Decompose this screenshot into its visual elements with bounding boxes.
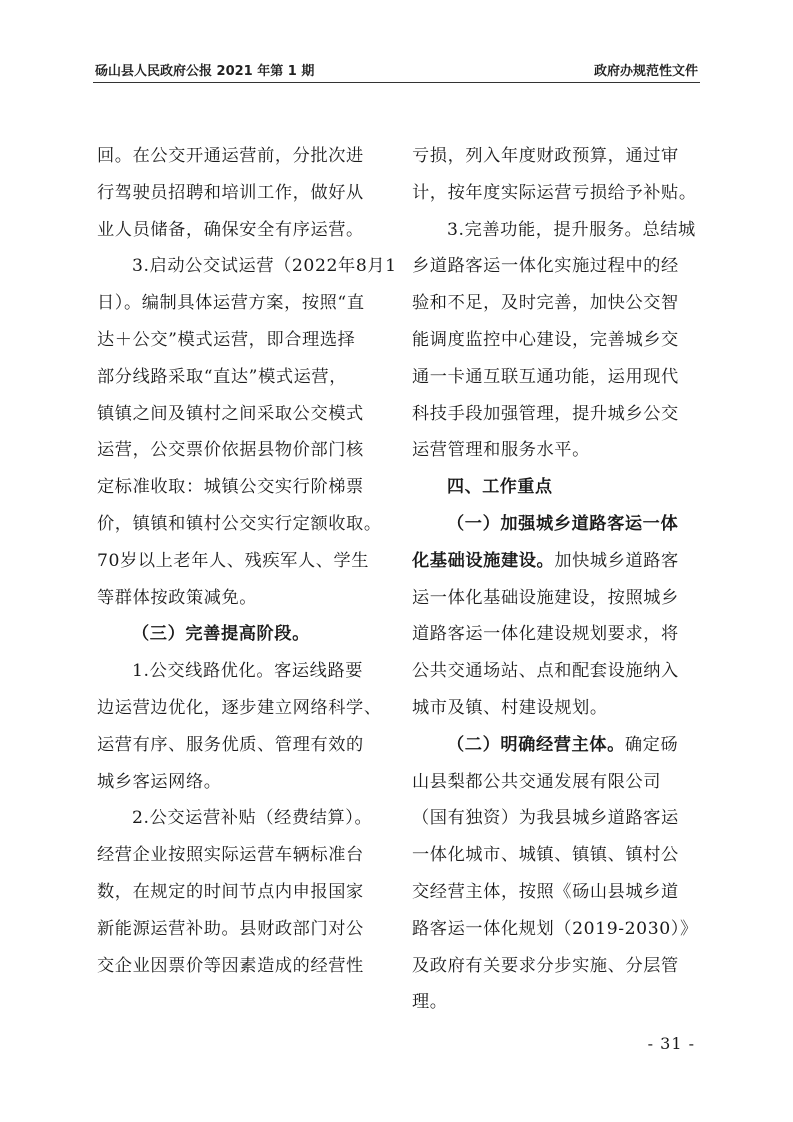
page-number: - 31 -	[647, 1034, 695, 1053]
text-span: 加快城乡道路客	[554, 550, 679, 571]
text-line: 道路客运一体化建设规划要求，将	[412, 624, 679, 645]
header-section-title: 政府办规范性文件	[593, 64, 698, 79]
text-line: 部分线路采取“直达”模式运营，	[97, 366, 348, 387]
text-line: 镇镇之间及镇村之间采取公交模式	[97, 403, 364, 424]
text-line: 城市及镇、村建设规划。	[412, 697, 608, 718]
left-column	[97, 138, 397, 984]
text-line: 边运营边优化，逐步建立网络科学、	[97, 697, 382, 718]
text-line: 价，镇镇和镇村公交实行定额收取。	[97, 513, 382, 534]
text-line: 及政府有关要求分步实施、分层管	[412, 955, 679, 976]
text-span: 确定砀	[624, 734, 679, 755]
text-line: 科技手段加强管理，提升城乡公交	[412, 403, 679, 424]
text-line: 回。在公交开通运营前，分批次进	[97, 146, 364, 166]
text-line: 达＋公交”模式运营，即合理选择	[97, 329, 356, 350]
text-line: 等群体按政策减免。	[97, 587, 258, 608]
text-line: 2.公交运营补贴（经费结算）。	[132, 808, 373, 829]
text-line: 3.完善功能，提升服务。总结城	[447, 219, 696, 240]
text-line: 日）。编制具体运营方案，按照“直	[97, 293, 365, 314]
text-line: 城乡客运网络。	[97, 771, 222, 792]
text-line: 1.公交线路优化。客运线路要	[132, 661, 364, 682]
text-line: 70岁以上老年人、残疾军人、学生	[97, 550, 370, 571]
page-header	[95, 58, 698, 80]
subsection-heading-cont: 化基础设施建设。	[412, 550, 555, 571]
text-line: 行驾驶员招聘和培训工作，做好从	[97, 182, 364, 203]
subsection-heading: （二）明确经营主体。	[447, 734, 625, 755]
text-line: 通一卡通互联互通功能，运用现代	[412, 366, 679, 387]
text-line: 路客运一体化规划（2019-2030）》	[412, 918, 698, 939]
text-line: 运营，公交票价依据县物价部门核	[97, 440, 364, 461]
text-line: （国有独资）为我县城乡道路客运	[412, 808, 679, 829]
subsection-heading: （一）加强城乡道路客运一体	[447, 513, 679, 534]
text-line: 运营管理和服务水平。	[412, 440, 590, 461]
subsection-heading: （三）完善提高阶段。	[132, 624, 310, 645]
text-line: 运营有序、服务优质、管理有效的	[97, 734, 364, 755]
right-column	[412, 138, 702, 1021]
text-line: 计，按年度实际运营亏损给予补贴。	[412, 182, 697, 203]
text-line: 乡道路客运一体化实施过程中的经	[412, 256, 679, 277]
text-line: 定标准收取：城镇公交实行阶梯票	[97, 477, 364, 498]
text-line: 验和不足，及时完善，加快公交智	[412, 293, 679, 314]
text-line: 亏损，列入年度财政预算，通过审	[412, 146, 679, 166]
text-line: 交企业因票价等因素造成的经营性	[97, 955, 364, 976]
section-heading: 四、工作重点	[447, 477, 553, 498]
text-line: 公共交通场站、点和配套设施纳入	[412, 661, 679, 682]
text-line: 山县梨都公共交通发展有限公司	[412, 771, 662, 792]
text-line: 经营企业按照实际运营车辆标准台	[97, 845, 364, 866]
header-rule	[93, 82, 700, 83]
header-publication-title: 砀山县人民政府公报 2021 年第 1 期	[95, 64, 315, 79]
text-line: 交经营主体，按照《砀山县城乡道	[412, 881, 679, 902]
text-line: 数，在规定的时间节点内申报国家	[97, 881, 364, 902]
text-line: 能调度监控中心建设，完善城乡交	[412, 329, 679, 350]
text-line: 新能源运营补助。县财政部门对公	[97, 918, 364, 939]
text-line	[412, 543, 702, 580]
text-line: 一体化城市、城镇、镇镇、镇村公	[412, 845, 679, 866]
text-line	[412, 727, 702, 764]
text-line: 运一体化基础设施建设，按照城乡	[412, 587, 679, 608]
text-line: 业人员储备，确保安全有序运营。	[97, 219, 364, 240]
text-line: 理。	[412, 992, 448, 1013]
text-line: 3.启动公交试运营（2022年8月1	[132, 256, 397, 277]
